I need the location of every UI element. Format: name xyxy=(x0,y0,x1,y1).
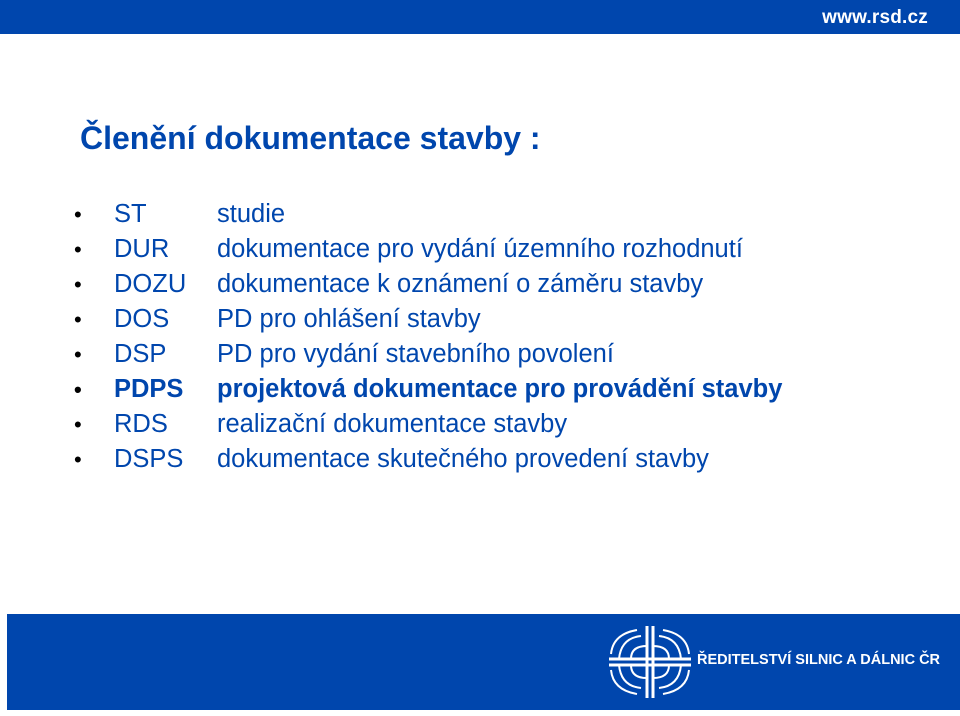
item-description: dokumentace pro vydání územního rozhodnutí xyxy=(217,235,743,263)
bullet-icon: • xyxy=(74,412,82,437)
bullet-icon: • xyxy=(74,342,82,367)
slide-title: Členění dokumentace stavby : xyxy=(80,120,541,156)
item-abbreviation: DUR xyxy=(114,235,170,263)
interchange-logo-icon xyxy=(607,624,693,700)
item-description: studie xyxy=(217,200,286,228)
item-description: dokumentace k oznámení o záměru stavby xyxy=(217,270,704,298)
item-abbreviation: ST xyxy=(114,200,147,228)
item-abbreviation: DOS xyxy=(114,305,170,333)
item-abbreviation: RDS xyxy=(114,410,168,438)
item-abbreviation: DSPS xyxy=(114,445,184,473)
item-description: PD pro vydání stavebního povolení xyxy=(217,340,614,368)
item-abbreviation: PDPS xyxy=(114,375,184,403)
item-description: realizační dokumentace stavby xyxy=(217,410,568,438)
bullet-icon: • xyxy=(74,272,82,297)
top-bar xyxy=(0,0,960,34)
bullet-icon: • xyxy=(74,377,82,402)
bullet-icon: • xyxy=(74,307,82,332)
website-url: www.rsd.cz xyxy=(822,7,928,28)
item-abbreviation: DSP xyxy=(114,340,167,368)
item-description: dokumentace skutečného provedení stavby xyxy=(217,445,709,473)
item-abbreviation: DOZU xyxy=(114,270,187,298)
bullet-icon: • xyxy=(74,237,82,262)
item-description: PD pro ohlášení stavby xyxy=(217,305,481,333)
footer-bar xyxy=(7,614,960,710)
bullet-icon: • xyxy=(74,447,82,472)
bullet-icon: • xyxy=(74,202,82,227)
organization-name: ŘEDITELSTVÍ SILNIC A DÁLNIC ČR xyxy=(697,652,941,668)
item-description: projektová dokumentace pro provádění stavby xyxy=(217,375,783,403)
